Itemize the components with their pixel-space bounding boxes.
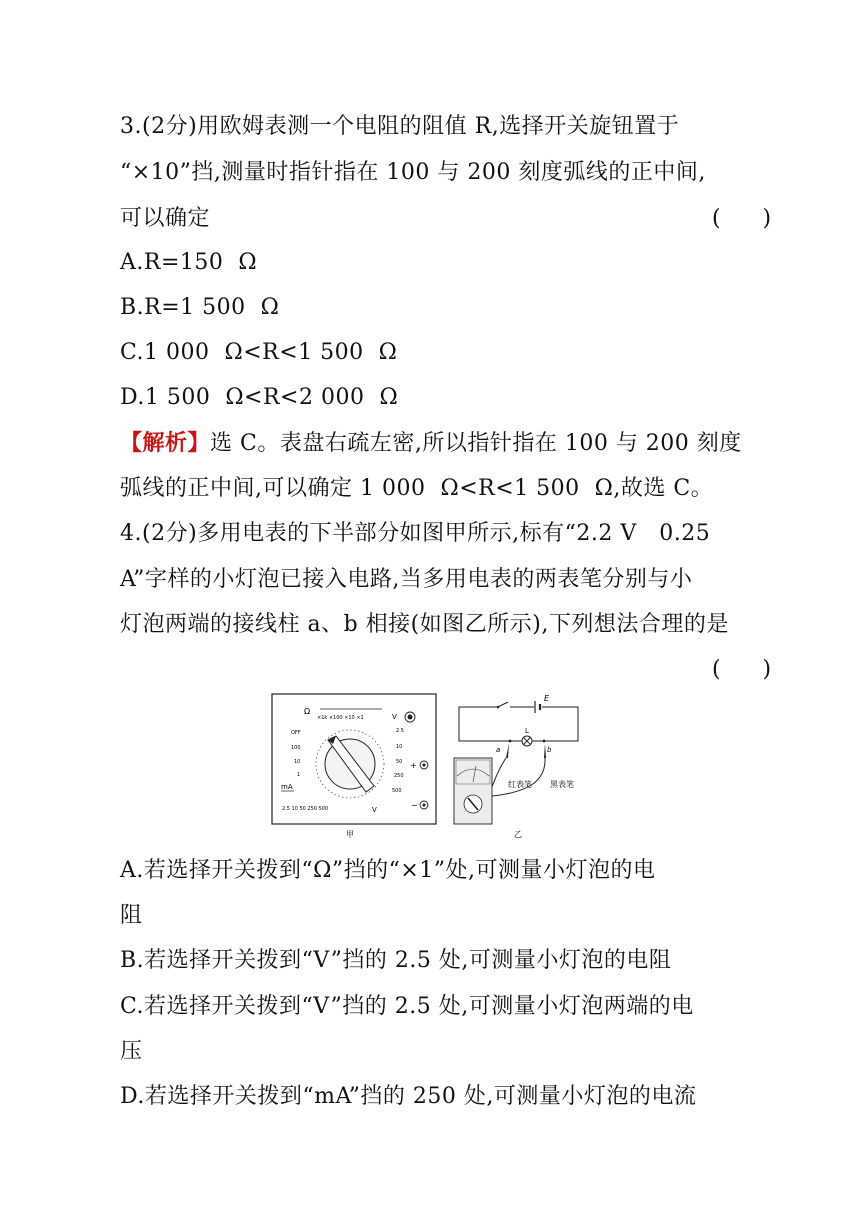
q4-option-c-line-2: 压 <box>120 1039 143 1064</box>
figure-jia-caption: 甲 <box>346 830 354 839</box>
ma-10-label: 10 <box>294 759 301 765</box>
q3-option-b: B.R=1 500 Ω <box>120 295 280 320</box>
q4-stem-line-2: A”字样的小灯泡已接入电路,当多用电表的两表笔分别与小 <box>120 567 693 592</box>
q4-answer-parentheses: ( ) <box>712 657 772 682</box>
q3-option-c: C.1 000 Ω<R<1 500 Ω <box>120 340 398 365</box>
q4-option-b: B.若选择开关拨到“V”挡的 2.5 处,可测量小灯泡的电阻 <box>120 948 672 973</box>
battery-e-label: E <box>544 694 550 703</box>
q4-option-d: D.若选择开关拨到“mA”挡的 250 处,可测量小灯泡的电流 <box>120 1084 697 1109</box>
ma-1-label: 1 <box>297 772 301 778</box>
q3-option-a: A.R=150 Ω <box>120 250 258 275</box>
analysis-tag: 【解析】 <box>120 430 211 456</box>
multimeter-circuit-figure <box>270 692 590 844</box>
analysis-text-1: 选 C。表盘右疏左密,所以指针指在 100 与 200 刻度 <box>210 431 742 456</box>
v-10-label: 10 <box>396 744 403 750</box>
meter-body <box>454 758 492 824</box>
q4-stem-line-1: 4.(2分)多用电表的下半部分如图甲所示,标有“2.2 V 0.25 <box>120 521 711 546</box>
terminal-b-label: b <box>547 746 552 754</box>
circuit-wire-loop <box>459 707 578 741</box>
minus-terminal-center <box>423 804 426 807</box>
black-probe-tip <box>544 743 546 758</box>
v-250-label: 250 <box>394 773 404 779</box>
omega-label: Ω <box>304 707 311 716</box>
multimeter-panel-jia <box>272 694 436 839</box>
terminal-b-dot <box>543 740 546 743</box>
black-probe-label: 黑表笔 <box>550 780 574 789</box>
analysis-line-1 <box>120 428 742 459</box>
terminal-a-label: a <box>496 746 501 754</box>
plus-terminal-label: + <box>410 761 417 770</box>
off-label: OFF <box>291 730 301 736</box>
v-top-label: V <box>392 713 397 721</box>
q4-stem-line-3: 灯泡两端的接线柱 a、b 相接(如图乙所示),下列想法合理的是 <box>120 612 729 637</box>
black-probe-lead <box>492 758 545 796</box>
minus-terminal-label: − <box>411 801 418 810</box>
q3-stem-line-2: “×10”挡,测量时指针指在 100 与 200 刻度弧线的正中间, <box>120 160 706 185</box>
red-probe-label: 红表笔 <box>508 780 532 789</box>
v-2-5-label: 2.5 <box>396 728 404 734</box>
q4-option-c-line-1: C.若选择开关拨到“V”挡的 2.5 处,可测量小灯泡两端的电 <box>120 994 694 1019</box>
ma-label: mA <box>281 783 293 791</box>
v-50-label: 50 <box>396 759 403 765</box>
q3-option-d: D.1 500 Ω<R<2 000 Ω <box>120 385 399 410</box>
q4-option-a-line-1: A.若选择开关拨到“Ω”挡的“×1”处,可测量小灯泡的电 <box>120 858 656 883</box>
q4-option-a-line-2: 阻 <box>120 903 143 928</box>
q3-stem-line-1: 3.(2分)用欧姆表测一个电阻的阻值 R,选择开关旋钮置于 <box>120 114 680 139</box>
figure-yi-caption: 乙 <box>514 830 522 839</box>
ma-100-label: 100 <box>291 745 301 751</box>
switch-contact <box>497 706 500 709</box>
lamp-l-label: L <box>525 727 529 735</box>
zero-adjust-knob-center <box>408 715 413 720</box>
omega-ranges-label: ×1k ×100 ×10 ×1 <box>317 715 364 721</box>
red-probe-tip <box>506 743 509 758</box>
plus-terminal-center <box>423 764 426 767</box>
ma-bottom-scale: 2.5 10 50 250 500 <box>282 806 329 812</box>
circuit-panel-yi <box>454 694 578 839</box>
q3-stem-line-3: 可以确定 <box>120 206 211 231</box>
analysis-line-2: 弧线的正中间,可以确定 1 000 Ω<R<1 500 Ω,故选 C。 <box>120 476 714 501</box>
terminal-a-dot <box>509 740 512 743</box>
v-bottom-label: V <box>372 806 377 814</box>
q3-answer-parentheses: ( ) <box>712 206 772 231</box>
v-500-label: 500 <box>392 788 402 794</box>
